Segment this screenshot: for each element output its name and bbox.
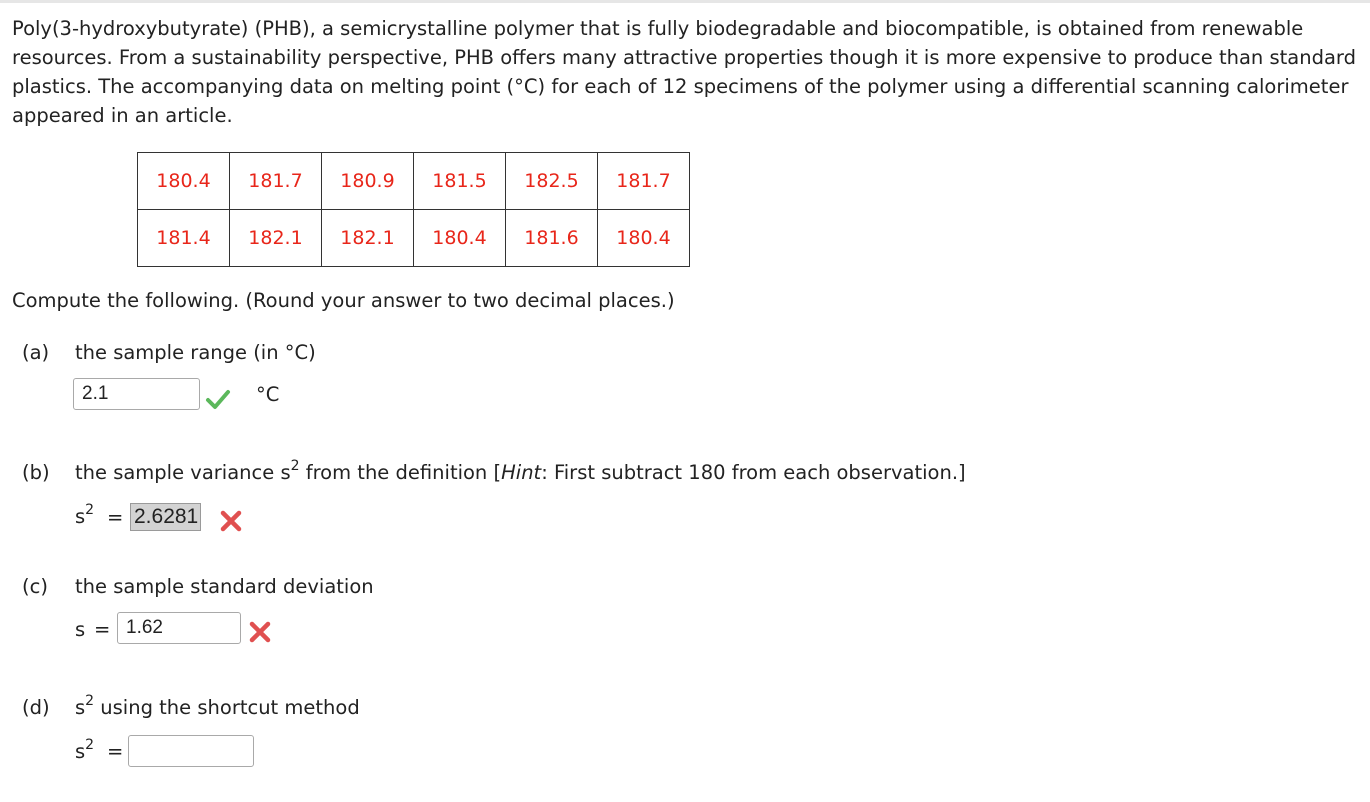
table-cell: 182.1	[230, 210, 322, 267]
part-c-label: (c)	[22, 575, 48, 598]
part-d-text: using the shortcut method	[94, 696, 360, 719]
table-cell: 180.4	[138, 153, 230, 210]
table-cell: 181.4	[138, 210, 230, 267]
std-var-label: s	[75, 618, 86, 641]
shortcut-var-label	[75, 736, 95, 763]
variance-var-label	[75, 501, 95, 528]
table-cell: 180.4	[598, 210, 690, 267]
check-icon	[205, 386, 231, 412]
hint-label: Hint	[501, 461, 542, 484]
part-b-label: (b)	[22, 461, 50, 484]
table-cell: 182.5	[506, 153, 598, 210]
std-dev-answer-input[interactable]	[117, 612, 241, 644]
range-unit: °C	[256, 383, 280, 406]
var-symbol: s	[75, 696, 86, 719]
instructions: Compute the following. (Round your answer to two decimal places.)	[12, 289, 675, 312]
problem-statement: Poly(3-hydroxybutyrate) (PHB), a semicrystalline polymer that is fully biodegradable and biocompatible, is obtained from renewable resources. From a sustainability perspective, PHB offers many attractive properties though it is more expensive to produce than standard plastics. The accompanying data on melting point (°C) for each of 12 specimens of the polymer using a differential scanning calorimeter appeared in an article.	[12, 17, 1356, 127]
cross-icon	[247, 619, 273, 645]
part-c-question: the sample standard deviation	[75, 575, 374, 598]
superscript: 2	[85, 736, 95, 753]
equals-sign: =	[107, 506, 124, 529]
table-row	[138, 153, 690, 210]
var-symbol: s	[75, 740, 86, 763]
equals-sign: =	[107, 740, 124, 763]
table-cell: 180.9	[322, 153, 414, 210]
table-cell: 181.6	[506, 210, 598, 267]
part-a-label: (a)	[22, 341, 50, 364]
table-cell: 181.7	[230, 153, 322, 210]
data-table	[137, 152, 690, 267]
part-a-question: the sample range (in °C)	[75, 341, 316, 364]
table-cell: 181.5	[414, 153, 506, 210]
top-divider	[0, 0, 1370, 3]
cross-icon	[218, 508, 244, 534]
part-b-question	[75, 457, 966, 484]
range-answer-input[interactable]	[73, 378, 200, 410]
part-b-text: the sample variance s	[75, 461, 291, 484]
part-d-label: (d)	[22, 696, 50, 719]
shortcut-variance-input[interactable]	[128, 735, 254, 767]
part-d-question	[75, 692, 360, 719]
table-cell: 181.7	[598, 153, 690, 210]
hint-text: : First subtract 180 from each observation.]	[541, 461, 966, 484]
var-symbol: s	[75, 505, 86, 528]
superscript: 2	[85, 501, 95, 518]
superscript: 2	[85, 692, 95, 709]
part-b-text: from the definition [	[299, 461, 502, 484]
equals-sign: =	[94, 618, 111, 641]
table-row	[138, 210, 690, 267]
superscript: 2	[290, 457, 300, 474]
table-cell: 182.1	[322, 210, 414, 267]
variance-answer: 2.6281	[130, 503, 201, 531]
table-cell: 180.4	[414, 210, 506, 267]
